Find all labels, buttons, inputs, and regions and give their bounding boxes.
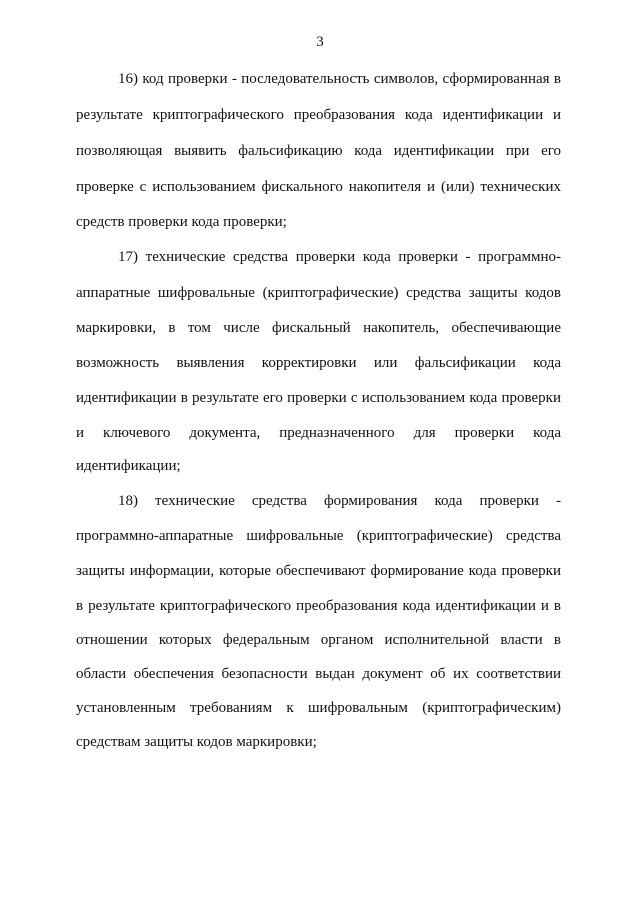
paragraph-line: позволяющая выявить фальсификацию кода идентификации при его bbox=[76, 143, 561, 159]
paragraph-line: и ключевого документа, предназначенного для проверки кода bbox=[76, 425, 561, 441]
paragraph-line: проверке с использованием фискального накопителя и (или) технических bbox=[76, 179, 561, 195]
paragraph-line: программно-аппаратные шифровальные (криптографические) средства bbox=[76, 528, 561, 544]
paragraph-line: возможность выявления корректировки или фальсификации кода bbox=[76, 355, 561, 371]
paragraph-line: 17) технические средства проверки кода проверки - программно- bbox=[118, 249, 561, 265]
paragraph-line: области обеспечения безопасности выдан документ об их соответствии bbox=[76, 666, 561, 682]
paragraph-line: в результате криптографического преобразования кода идентификации и в bbox=[76, 598, 561, 614]
page-number: 3 bbox=[316, 34, 324, 50]
paragraph-line: средствам защиты кодов маркировки; bbox=[76, 734, 317, 750]
paragraph-line: защиты информации, которые обеспечивают формирование кода проверки bbox=[76, 563, 561, 579]
paragraph-line: аппаратные шифровальные (криптографические) средства защиты кодов bbox=[76, 285, 561, 301]
paragraph-line: установленным требованиям к шифровальным (криптографическим) bbox=[76, 700, 561, 716]
paragraph-line: идентификации; bbox=[76, 458, 181, 474]
paragraph-line: средств проверки кода проверки; bbox=[76, 214, 287, 230]
paragraph-line: маркировки, в том числе фискальный накопитель, обеспечивающие bbox=[76, 320, 561, 336]
paragraph-line: отношении которых федеральным органом исполнительной власти в bbox=[76, 632, 561, 648]
paragraph-line: 16) код проверки - последовательность символов, сформированная в bbox=[118, 71, 561, 87]
paragraph-line: 18) технические средства формирования кода проверки - bbox=[118, 493, 561, 509]
paragraph-line: идентификации в результате его проверки с использованием кода проверки bbox=[76, 390, 561, 406]
paragraph-line: результате криптографического преобразования кода идентификации и bbox=[76, 107, 561, 123]
